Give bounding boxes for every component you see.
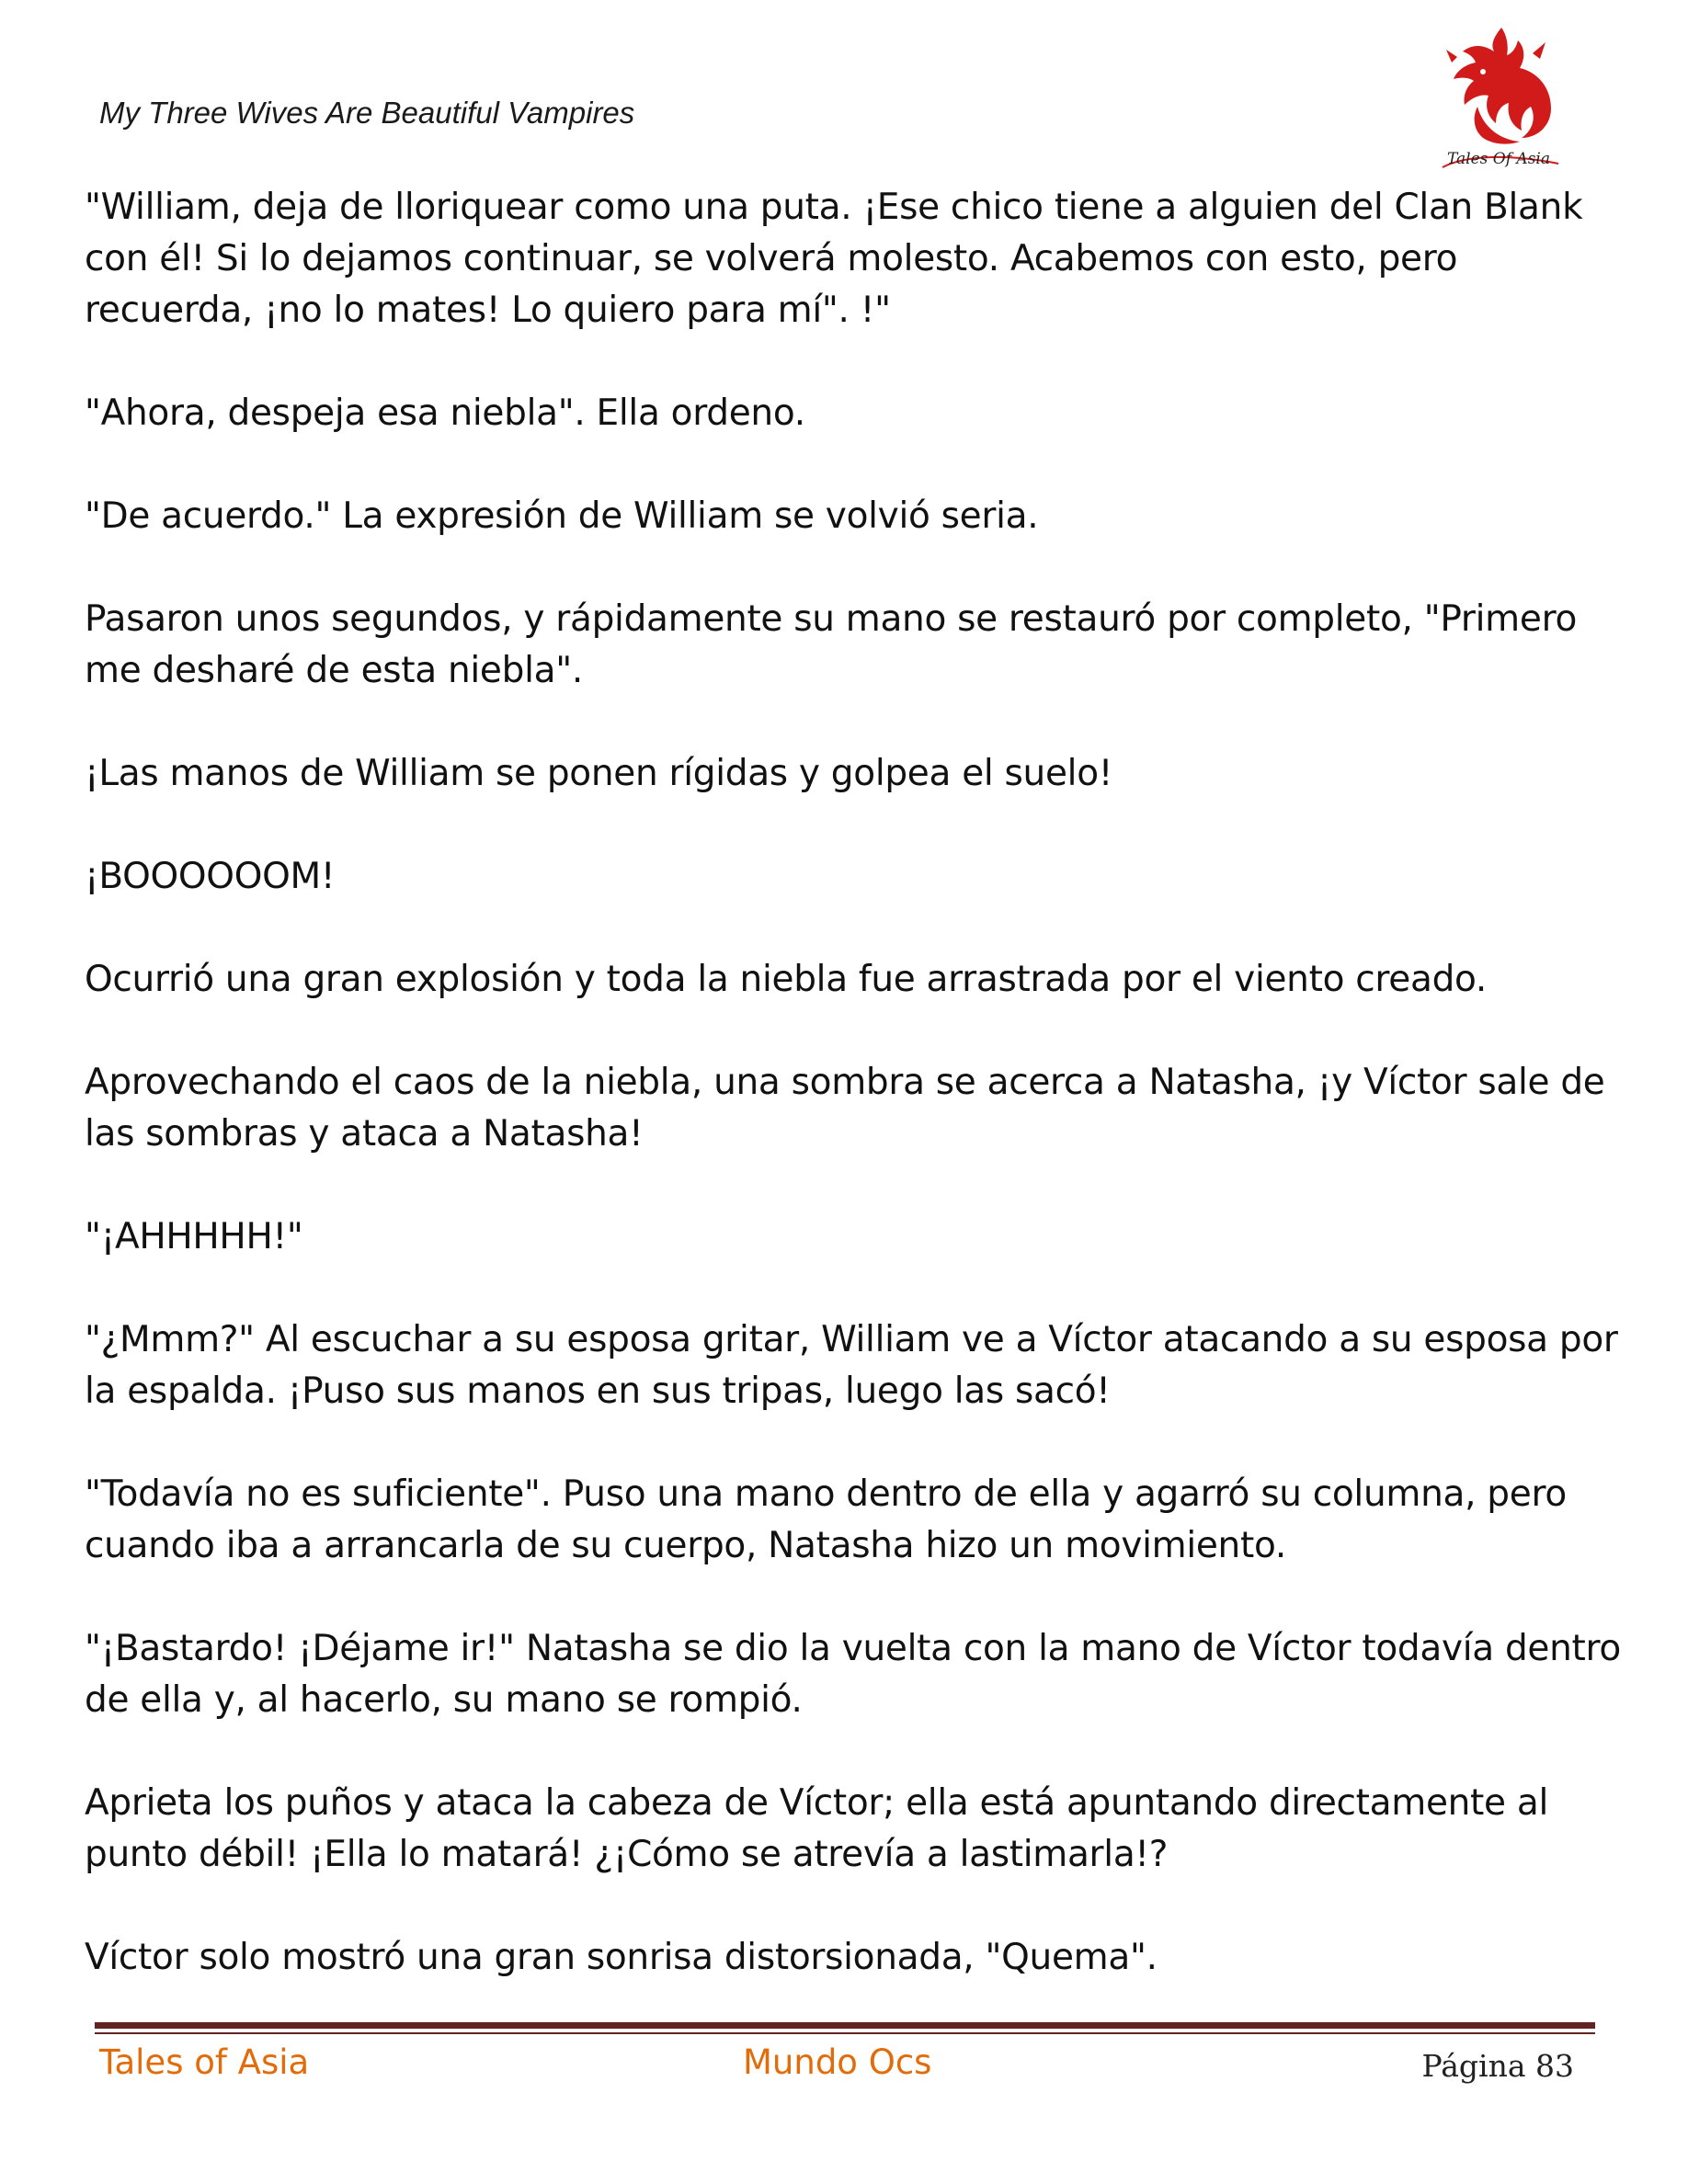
red-dragon-icon: [1430, 17, 1568, 182]
paragraph: Aprovechando el caos de la niebla, una sombra se acerca a Natasha, ¡y Víctor sale de las sombras y ataca a Natasha!: [85, 1062, 1605, 1155]
footer-site-name: Tales of Asia: [99, 2042, 310, 2082]
tales-of-asia-logo: [1430, 17, 1568, 182]
footer-divider-thin: [95, 2032, 1595, 2034]
paragraph: "¡Bastardo! ¡Déjame ir!" Natasha se dio la vuelta con la mano de Víctor todavía dentro de ella y, al hacerlo, su mano se rompió.: [85, 1628, 1621, 1721]
paragraph: "¡AHHHHH!": [85, 1216, 303, 1257]
footer-section-name: Mundo Ocs: [743, 2042, 932, 2082]
footer-divider: [95, 2022, 1595, 2029]
page-number: Página 83: [1421, 2048, 1574, 2084]
paragraph: Aprieta los puños y ataca la cabeza de Víctor; ella está apuntando directamente al punto débil! ¡Ella lo matará! ¿¡Cómo se atrevía a lastimarla!?: [85, 1782, 1548, 1875]
paragraph: Pasaron unos segundos, y rápidamente su mano se restauró por completo, "Primero me desharé de esta niebla".: [85, 598, 1578, 691]
paragraph: "De acuerdo." La expresión de William se volvió seria.: [85, 495, 1039, 537]
logo-text: Tales Of Asia: [1447, 150, 1550, 168]
paragraph: "Todavía no es suficiente". Puso una mano dentro de ella y agarró su columna, pero cuando iba a arrancarla de su cuerpo, Natasha hizo un movimiento.: [85, 1473, 1567, 1566]
paragraph: "William, deja de lloriquear como una puta. ¡Ese chico tiene a alguien del Clan Blank con él! Si lo dejamos continuar, se volverá molesto. Acabemos con esto, pero recuerda, ¡no lo mates! Lo quiero para mí". !": [85, 187, 1583, 331]
paragraph: "Ahora, despeja esa niebla". Ella ordeno.: [85, 392, 805, 434]
document-header-title: My Three Wives Are Beautiful Vampires: [99, 96, 635, 130]
paragraph: ¡BOOOOOOM!: [85, 856, 336, 897]
page-body: [85, 182, 1629, 2035]
paragraph: Ocurrió una gran explosión y toda la niebla fue arrastrada por el viento creado.: [85, 959, 1487, 1000]
paragraph: "¿Mmm?" Al escuchar a su esposa gritar, William ve a Víctor atacando a su esposa por la espalda. ¡Puso sus manos en sus tripas, luego las sacó!: [85, 1319, 1618, 1412]
paragraph: ¡Las manos de William se ponen rígidas y golpea el suelo!: [85, 753, 1113, 794]
paragraph: Víctor solo mostró una gran sonrisa distorsionada, "Quema".: [85, 1937, 1158, 1978]
